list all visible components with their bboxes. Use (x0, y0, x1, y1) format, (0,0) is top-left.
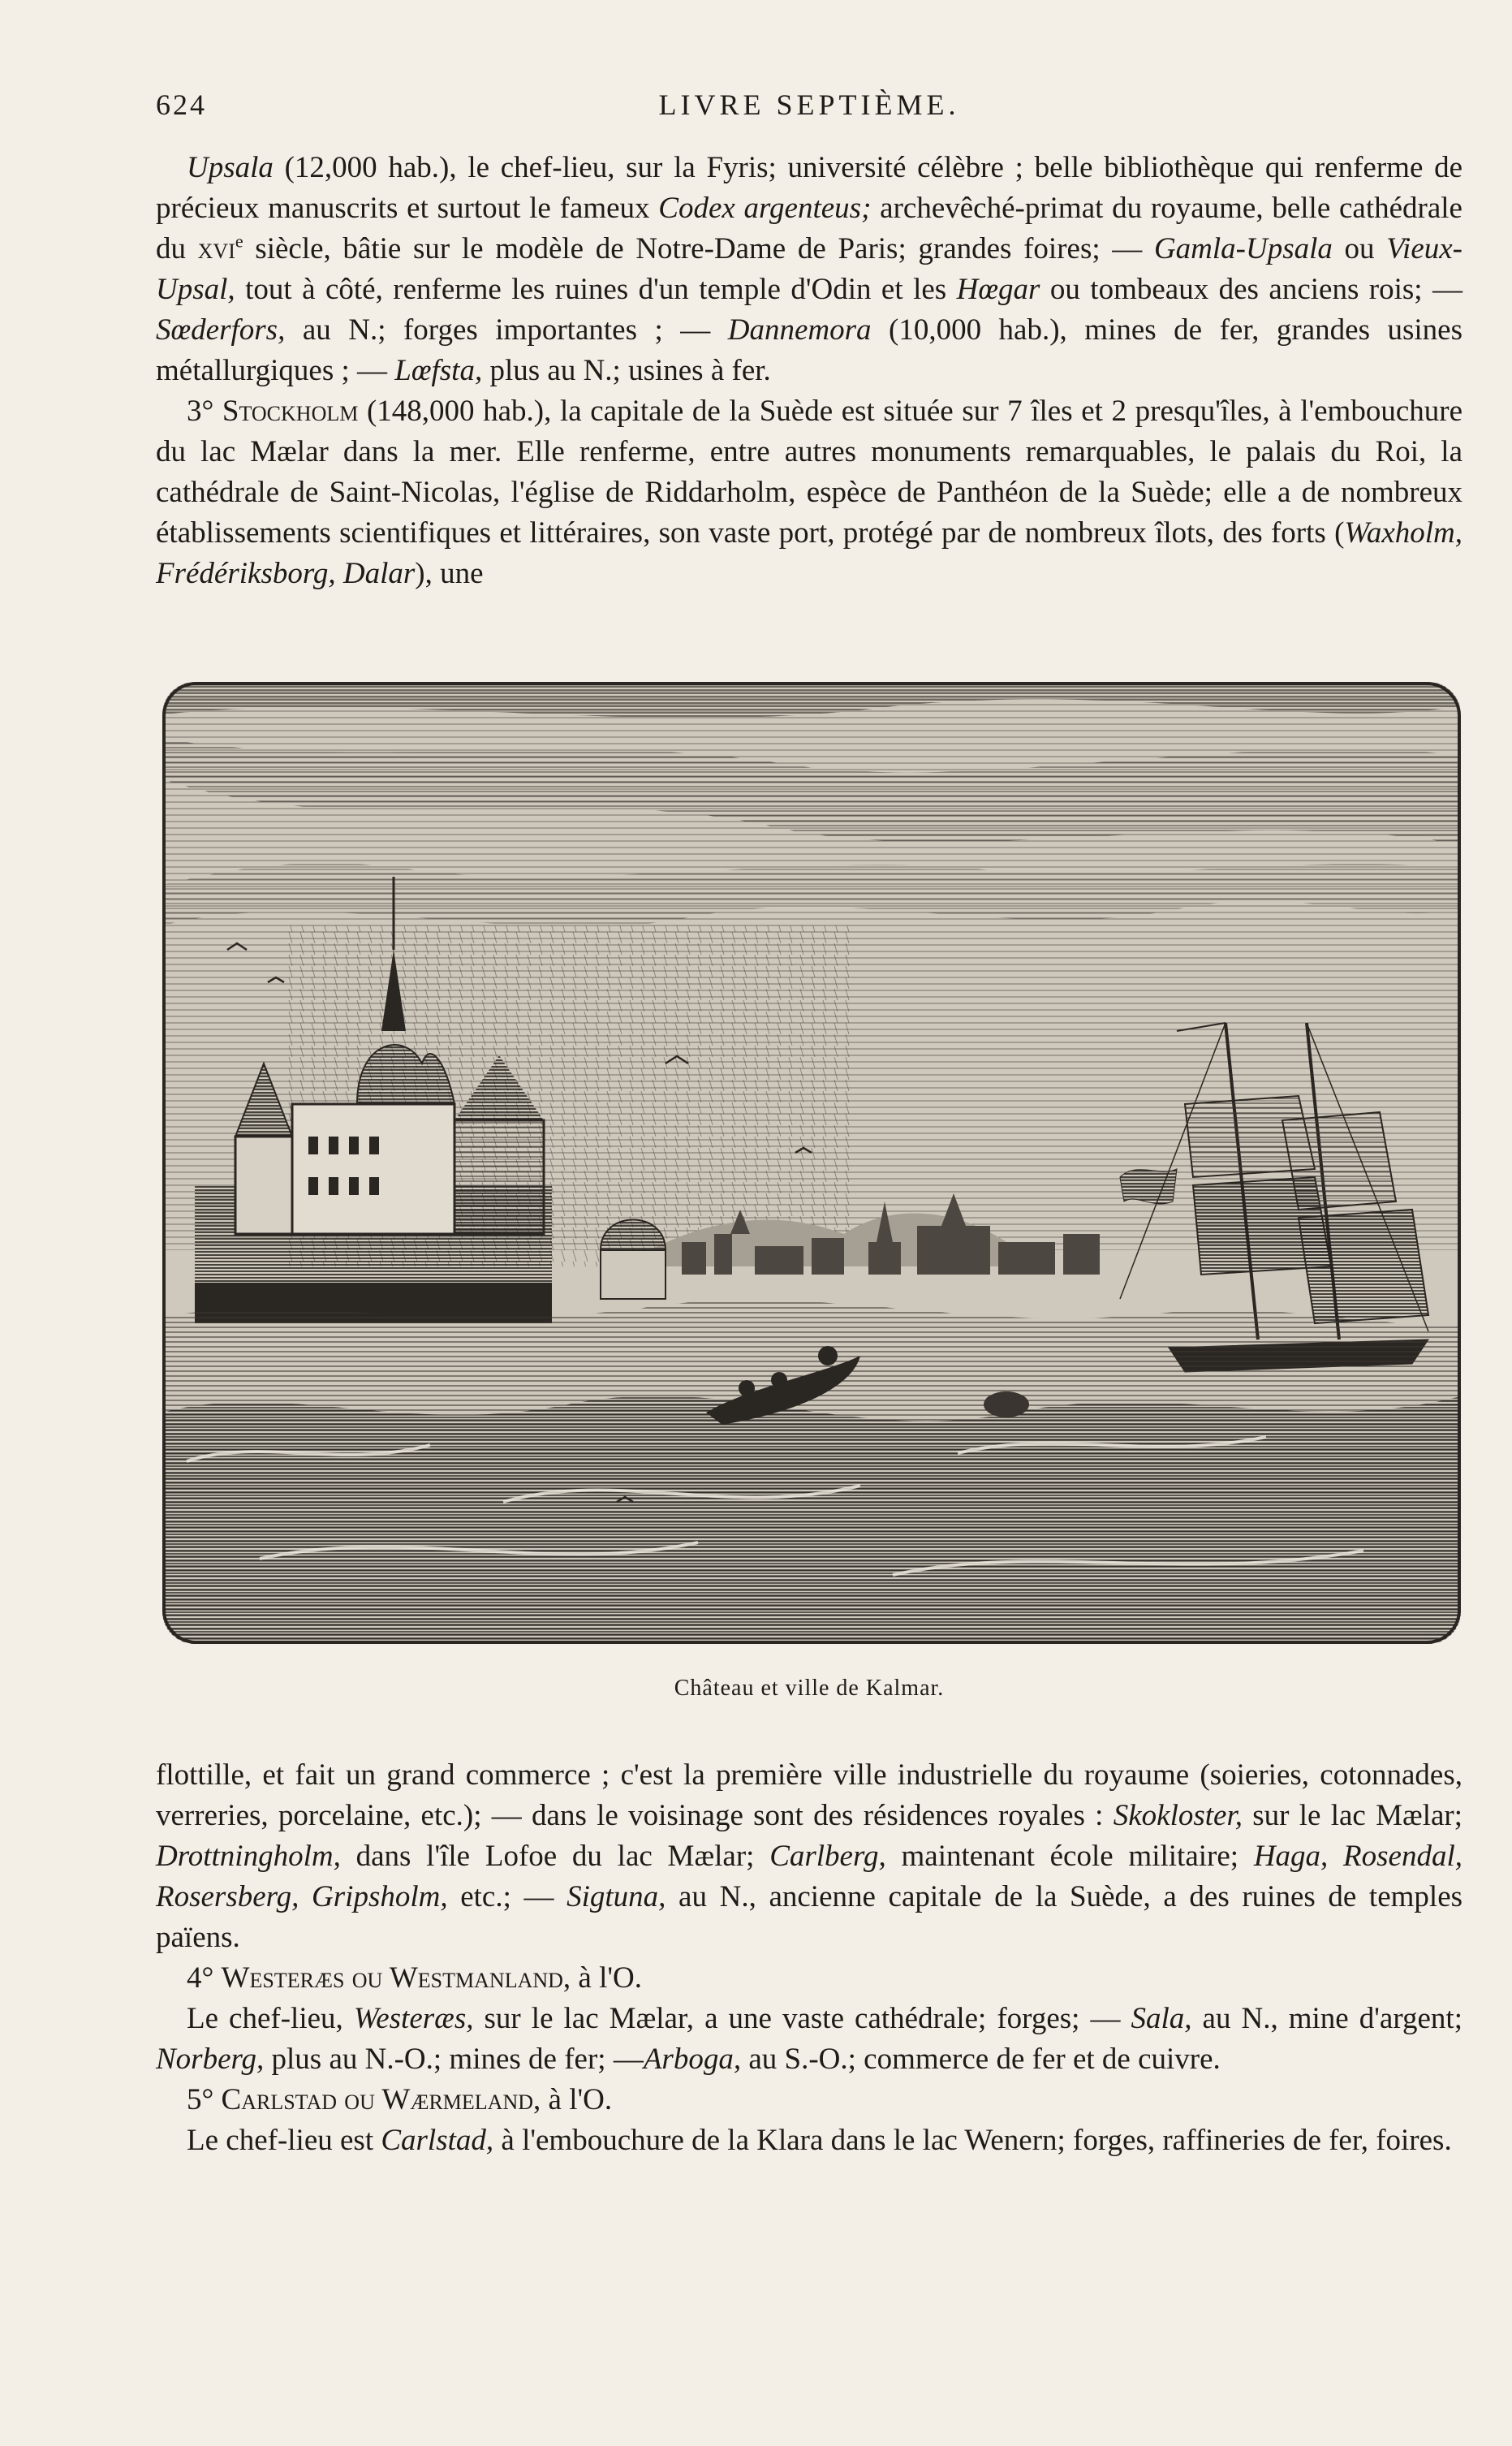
section-name: Westeræs ou Westmanland (221, 1961, 563, 1995)
text-run: archevêché-primat du royaume, belle cathédrale du (156, 192, 1462, 265)
text-run: (12,000 hab.), le chef-lieu, sur la Fyris; université célèbre ; belle bibliothèque qui renferme de précieux manuscrits et surtout le fameux (156, 151, 1462, 225)
place-gamla-upsala: Gamla-Upsala (1153, 232, 1333, 265)
place-carlstad: Carlstad, (381, 2124, 494, 2157)
century-numeral: xvi (197, 232, 235, 265)
paragraph-stockholm (156, 391, 1462, 594)
text-run: tout à côté, renferme les ruines d'un temple d'Odin et les (235, 273, 957, 306)
section-number: 5° (187, 2083, 222, 2116)
bottom-text-block (156, 1755, 1462, 2161)
text-run: au S.-O.; commerce de fer et de cuivre. (741, 2043, 1221, 2076)
places-list: Haga, Rosendal, Rosersberg, Gripsholm, (156, 1840, 1462, 1913)
place-dannemora: Dannemora (727, 313, 872, 347)
text-run: au N.; forges importantes ; — (285, 313, 728, 347)
page-header (156, 88, 1462, 136)
engraving-kalmar (162, 682, 1461, 1644)
text-run: dans l'île Lofoe du lac Mælar; (340, 1840, 770, 1873)
place-vieux-upsal: Vieux-Upsal, (156, 232, 1463, 306)
text-run: sur le lac Mælar; (1243, 1799, 1462, 1832)
section-heading-carlstad (156, 2080, 1462, 2120)
text-run: ou (1332, 232, 1387, 265)
text-run: plus au N.-O.; mines de fer; — (264, 2043, 644, 2076)
text-run: etc.; — (447, 1880, 567, 1913)
figure-caption: Château et ville de Kalmar. (674, 1676, 945, 1701)
place-sala: Sala, (1131, 2002, 1192, 2035)
section-heading-westeraes (156, 1958, 1462, 1999)
place-westeraes: Westeræs, (353, 2002, 474, 2035)
page-number: 624 (156, 88, 207, 121)
text-run: sur le lac Mælar, a une vaste cathédrale; forges; — (473, 2002, 1131, 2035)
place-sigtuna: Sigtuna, (566, 1880, 666, 1913)
paragraph-flottille (156, 1755, 1462, 1958)
text-run: , à l'O. (562, 1961, 643, 1995)
text-run: siècle, bâtie sur le modèle de Notre-Dame de Paris; grandes foires; — (243, 232, 1154, 265)
place-upsala: Upsala (187, 151, 274, 184)
paragraph-carlstad (156, 2120, 1462, 2161)
forts-list: Waxholm, Frédériksborg, Dalar (156, 516, 1462, 590)
text-run: (148,000 hab.), la capitale de la Suède est située sur 7 îles et 2 presqu'îles, à l'embouchure du lac Mælar dans la mer. Elle renferme, entre autres monuments remarquables, le palais du Roi, la cathédrale de Saint-Nicolas, l'église de Riddarholm, espèce de Panthéon de la Suède; elle a de nombreux établissements scientifiques et littéraires, son vaste port, protégé par de nombreux îlots, des forts ( (156, 395, 1463, 550)
section-heading-stockholm: Stockholm (222, 395, 359, 428)
text-run: Le chef-lieu, (187, 2002, 354, 2035)
text-run: Le chef-lieu est (187, 2124, 381, 2157)
place-drottningholm: Drottningholm, (156, 1840, 341, 1873)
text-run: flottille, et fait un grand commerce ; c'est la première ville industrielle du royaume (soieries, cotonnades, verreries, porcelaine, etc.); — dans le voisinage sont des résidences royales : (156, 1758, 1462, 1832)
text-run: à l'embouchure de la Klara dans le lac Wenern; forges, raffineries de fer, foires. (493, 2124, 1452, 2157)
running-title: LIVRE SEPTIÈME. (658, 88, 960, 121)
superscript: e (235, 231, 243, 252)
text-run: au N., mine d'argent; (1191, 2002, 1462, 2035)
term-hoegar: Hœgar (956, 273, 1040, 306)
paragraph-upsala (156, 148, 1462, 391)
section-name: Carlstad ou Wærmeland (221, 2083, 534, 2116)
text-run: plus au N.; usines à fer. (482, 354, 771, 387)
place-soederfors: Sœderfors, (156, 313, 286, 347)
text-run: maintenant école militaire; (885, 1840, 1254, 1873)
place-skokloster: Skokloster, (1113, 1799, 1243, 1832)
place-arboga: Arboga, (643, 2043, 742, 2076)
text-run: au N., ancienne capitale de la Suède, a des ruines de temples païens. (156, 1880, 1463, 1954)
text-run: , à l'O. (533, 2083, 613, 2116)
term-codex: Codex argenteus; (658, 192, 872, 225)
text-run: ou tombeaux des anciens rois; — (1040, 273, 1462, 306)
text-run: ), une (415, 557, 484, 590)
place-norberg: Norberg, (156, 2043, 265, 2076)
place-loefsta: Lœfsta, (394, 354, 483, 387)
text-run: (10,000 hab.), mines de fer, grandes usines métallurgiques ; — (156, 313, 1462, 387)
section-number: 4° (187, 1961, 222, 1995)
section-number: 3° (187, 395, 222, 428)
top-text-block (156, 148, 1462, 594)
place-carlberg: Carlberg, (769, 1840, 886, 1873)
paragraph-westeraes (156, 1999, 1462, 2080)
